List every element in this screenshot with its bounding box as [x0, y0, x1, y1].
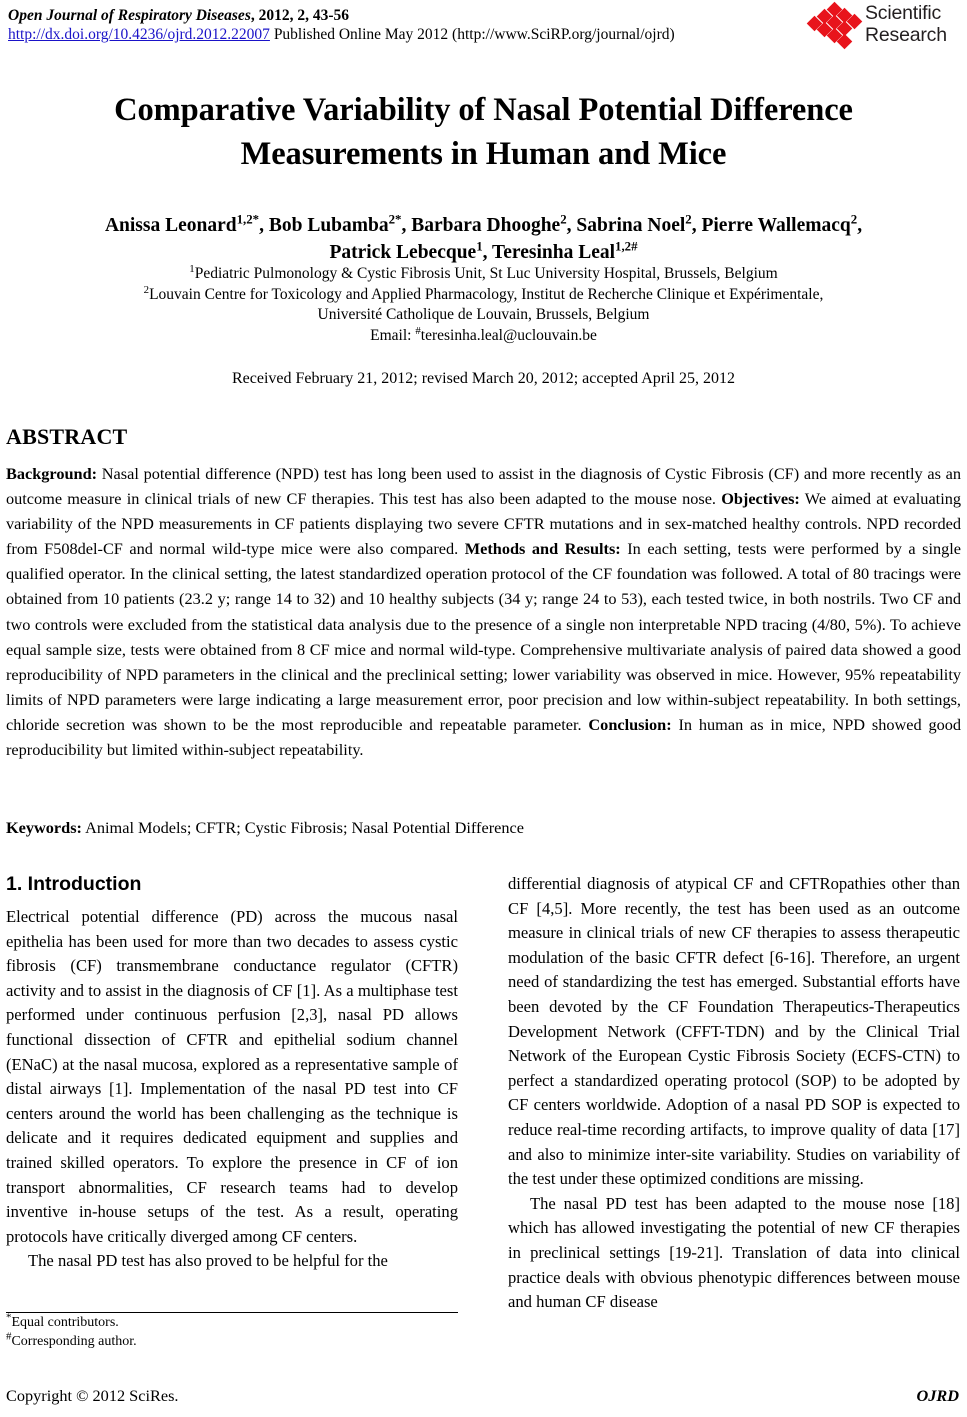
abstract-text: Background: Nasal potential difference (NPD) test has long been used to assist in the diagnosis of Cystic Fibrosis (CF) and more recently as an outcome measure in clinical trials of new CF therapies. This test has also been adapted to the mouse nose. Objectives: We aimed at evaluating variability of the NPD measurements in CF patients displaying two severe CFTR mutations and in sex-matched healthy controls. NPD recorded from F508del-CF and normal wild-type mice were also compared. Methods and Results: In each setting, tests were performed by a single qualified operator. In the clinical setting, the latest standardized operation protocol of the CF foundation was followed. A total of 80 tracings were obtained from 10 patients (23.2 y; range 14 to 32) and 10 healthy subjects (34 y; range 24 to 53), each tested twice, in both nostrils. Two CF and two controls were excluded from the statistical data analysis due to the presence of a single non interpretable NPD tracing (4/80, 5%). To achieve equal sample size, tests were obtained from 8 CF mice and normal wild-type. Comprehensive multivariate analysis of paired data showed a good reproducibility of NPD parameters in the clinical and the preclinical setting; lower variability was observed in mice. However, 95% repeatability limits of NPD parameters were large indicating a large measurement error, poor precision and low within-subject repeatability. In both settings, chloride secretion was shown to be the most reproducible and repeatable parameter. Conclusion: In human as in mice, NPD showed good reproducibility but limited within-subject repeatability.: [6, 464, 962, 760]
keywords-values: Animal Models; CFTR; Cystic Fibrosis; Nasal Potential Difference: [81, 818, 524, 837]
journal-issue-info: , 2012, 2, 43-56: [250, 7, 350, 24]
affiliation-3: Université Catholique de Louvain, Brussels, Belgium: [317, 306, 650, 323]
publisher-name-line1: Scientific: [865, 2, 942, 24]
publisher-logo: [809, 2, 961, 54]
published-online-note: Published Online May 2012 (http://www.SciRP.org/journal/ojrd): [269, 26, 675, 43]
journal-title: Open Journal of Respiratory Diseases: [8, 7, 251, 24]
publisher-name-line2: Research: [865, 24, 947, 46]
body-column-left: [6, 872, 458, 1274]
paragraph: differential diagnosis of atypical CF and CFTRopathies other than CF [4,5]. More recently, the test has been used as an outcome measure in clinical trials of new CF therapies to assess therapeutic modulation of the basic CFTR defect [6-16]. Therefore, an urgent need of standardizing the test has emerged. Substantial efforts have been devoted by the CF Foundation Therapeutics-Therapeutics Development Network (CFFT-TDN) and by the Clinical Trial Network of the European Cystic Fibrosis Society (ECFS-CTN) to perfect a standardized operating protocol (SOP) to be adopted by CF centers worldwide. Adoption of a nasal PD SOP is expected to reduce real-time recording artifacts, to improve quality of data [17] and also to minimize inter-site variability. Studies on variability of the test under these optimized conditions are missing.: [508, 874, 960, 1189]
author-line-2: Patrick Lebecque$^1$, Teresinha Leal$^{1,2\#}$: [329, 239, 638, 263]
article-dates: Received February 21, 2012; revised March 20, 2012; accepted April 25, 2012: [232, 370, 735, 387]
running-head: [8, 6, 828, 44]
body-column-right: [508, 872, 960, 1315]
affiliation-1: $^1$Pediatric Pulmonology & Cystic Fibrosis Unit, St Luc University Hospital, Brussels, Belgium: [189, 262, 778, 282]
footnote-block: [6, 1313, 458, 1351]
keywords-label: Keywords:: [6, 818, 82, 837]
paragraph: Electrical potential difference (PD) across the mucous nasal epithelia has been used for more than two decades to assess cystic fibrosis (CF) transmembrane conductance regulator (CFTR) activity and to assist in the diagnosis of CF [1]. As a multiphase test performed under continuous perfusion [2,3], nasal PD allows functional dissection of CFTR and epithelial sodium channel (ENaC) at the nasal mucosa, explored as a representative sample of distal airways [1]. Implementation of the nasal PD test into CF centers around the world has been challenging as the technique is delicate and it requires dedicated equipment and supplies and trained skilled operators. To explore the presence in CF of ion transport abnormalities, CF research teams had to develop inventive in-house setups of the test. As a result, operating protocols have critically diverged among CF centers.: [6, 907, 458, 1246]
paragraph: The nasal PD test has also proved to be helpful for the: [28, 1251, 388, 1271]
footnote-equal-contributors: *Equal contributors.: [6, 1311, 119, 1330]
section-heading-introduction: 1. Introduction: [6, 873, 142, 895]
keywords-line: [6, 815, 961, 840]
author-list: [44, 212, 923, 266]
running-head-citation: [8, 6, 828, 25]
affiliation-block: [44, 264, 923, 346]
abstract-heading: ABSTRACT: [6, 424, 128, 449]
scientific-research-diamond-icon: [809, 4, 861, 50]
corresponding-email: Email: #teresinha.leal@uclouvain.be: [370, 324, 597, 344]
copyright-notice: Copyright © 2012 SciRes.: [6, 1386, 179, 1405]
footnote-corresponding-author: #Corresponding author.: [6, 1330, 137, 1349]
author-line-1: Anissa Leonard$^{1,2*}$, Bob Lubamba$^{2*}$, Barbara Dhooghe$^2$, Sabrina Noel$^2$, Pierre Wallemacq$^2$,: [104, 212, 863, 236]
journal-abbreviation: OJRD: [916, 1386, 959, 1405]
page-title: Comparative Variability of Nasal Potential Difference Measurements in Human and Mice: [114, 92, 853, 172]
affiliation-2: $^2$Louvain Centre for Toxicology and Applied Pharmacology, Institut de Recherche Clinique et Expérimentale,: [143, 283, 824, 303]
doi-link[interactable]: http://dx.doi.org/10.4236/ojrd.2012.22007: [8, 26, 270, 43]
running-head-doi: [8, 25, 828, 44]
paragraph: The nasal PD test has been adapted to the mouse nose [18] which has allowed investigating the potential of new CF therapies in preclinical settings [19-21]. Translation of data into clinical practice deals with obvious phenotypic differences between mouse and human CF disease: [508, 1193, 960, 1312]
publisher-name: [865, 2, 947, 46]
